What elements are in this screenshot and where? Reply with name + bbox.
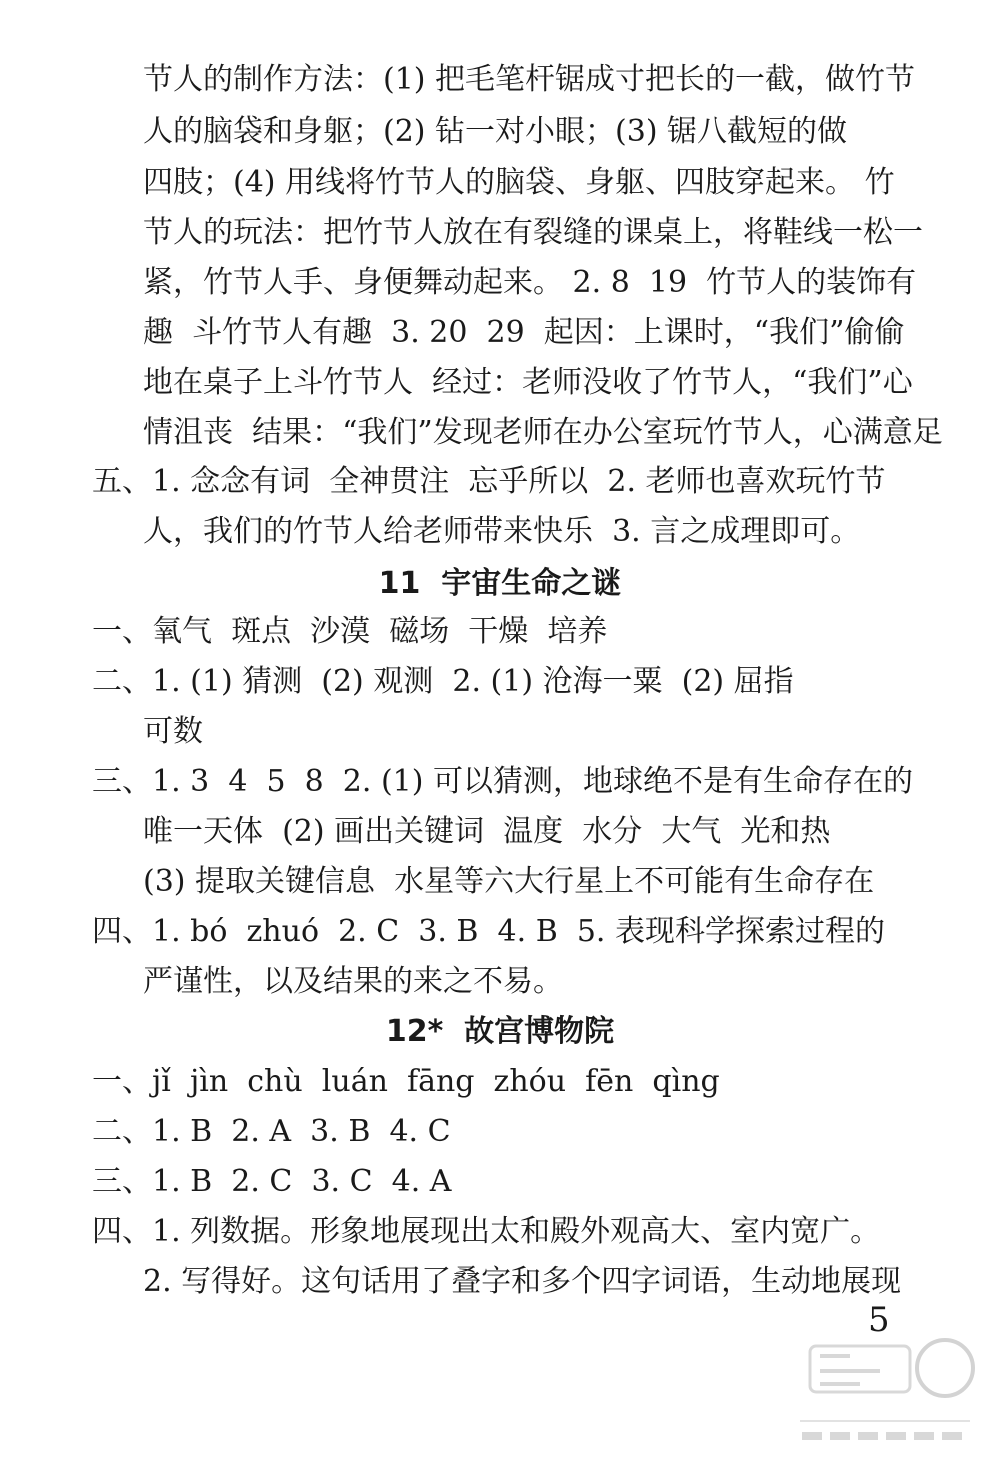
answer-line: 三、1. 3 4 5 8 2. (1) 可以猜测，地球绝不是有生命存在的 [92,764,913,799]
answer-line: 2. 写得好。这句话用了叠字和多个四字词语，生动地展现 [143,1264,902,1299]
answer-line: 严谨性，以及结果的来之不易。 [143,964,563,999]
answer-line: 三、1. B 2. C 3. C 4. A [92,1164,452,1199]
answer-line: 紧，竹节人手、身便舞动起来。 2. 8 19 竹节人的装饰有 [143,265,917,300]
answer-line: 地在桌子上斗竹节人 经过：老师没收了竹节人，“我们”心 [143,365,913,400]
answer-line: 一、jǐ jìn chù luán fāng zhóu fēn qìng [92,1064,720,1099]
answer-line: 五、1. 念念有词 全神贯注 忘乎所以 2. 老师也喜欢玩竹节 [92,464,886,499]
answer-line: 二、1. (1) 猜测 (2) 观测 2. (1) 沧海一粟 (2) 屈指 [92,664,794,699]
section-title: 11 宇宙生命之谜 [378,566,622,601]
watermark-logo [790,1326,980,1466]
answer-line: 四肢；(4) 用线将竹节人的脑袋、身躯、四肢穿起来。 竹 [143,165,895,200]
answer-line: 情沮丧 结果：“我们”发现老师在办公室玩竹节人，心满意足 [143,415,943,450]
answer-line: 可数 [143,714,203,749]
section-title: 12* 故宫博物院 [385,1014,615,1049]
answer-line: 二、1. B 2. A 3. B 4. C [92,1114,451,1149]
answer-line: 人，我们的竹节人给老师带来快乐 3. 言之成理即可。 [143,514,861,549]
answer-line: 一、氧气 斑点 沙漠 磁场 干燥 培养 [92,614,608,649]
answer-line: 节人的玩法：把竹节人放在有裂缝的课桌上，将鞋线一松一 [143,215,923,250]
answer-line: 四、1. bó zhuó 2. C 3. B 4. B 5. 表现科学探索过程的 [92,914,885,949]
answer-line: 节人的制作方法：(1) 把毛笔杆锯成寸把长的一截，做竹节 [143,62,916,97]
page-number: 5 [868,1300,890,1340]
answer-line: 唯一天体 (2) 画出关键词 温度 水分 大气 光和热 [143,814,831,849]
watermark-icon [790,1326,980,1466]
answer-line: 人的脑袋和身躯；(2) 钻一对小眼；(3) 锯八截短的做 [143,114,848,149]
answer-line: 趣 斗竹节人有趣 3. 20 29 起因：上课时，“我们”偷偷 [143,315,905,350]
answer-line: (3) 提取关键信息 水星等六大行星上不可能有生命存在 [143,864,875,899]
answer-line: 四、1. 列数据。形象地展现出太和殿外观高大、室内宽广。 [92,1214,881,1249]
